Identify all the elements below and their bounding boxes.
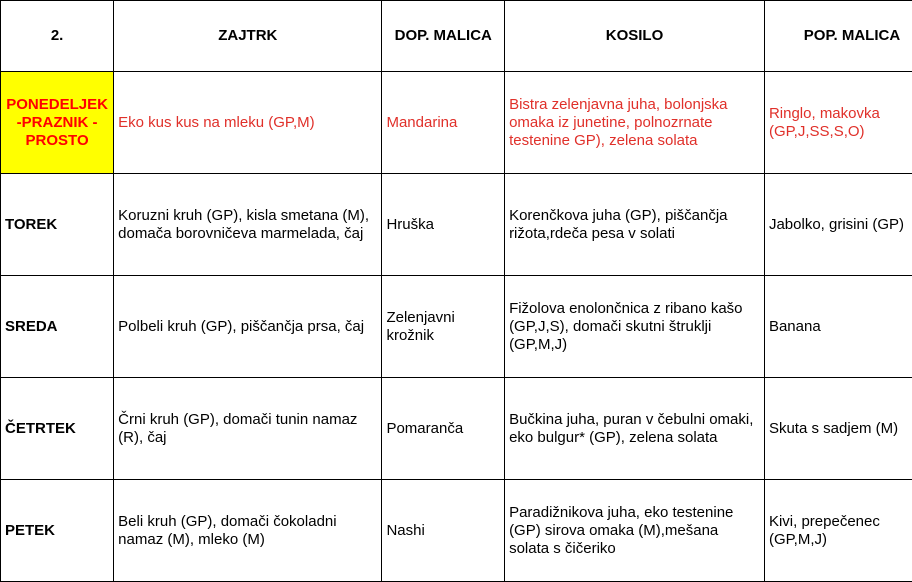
table-row-wednesday [1,276,912,378]
header-breakfast: ZAJTRK [114,1,382,72]
header-week: 2. [1,1,114,72]
breakfast-cell: Koruzni kruh (GP), kisla smetana (M), domača borovničeva marmelada, čaj [114,174,382,276]
morning-snack-cell: Zelenjavni krožnik [382,276,505,378]
header-morning-snack: DOP. MALICA [382,1,505,72]
table-row-tuesday [1,174,912,276]
afternoon-snack-cell: Skuta s sadjem (M) [764,378,912,480]
day-label: ČETRTEK [1,378,114,480]
afternoon-snack-cell: Ringlo, makovka (GP,J,SS,S,O) [764,72,912,174]
breakfast-cell: Črni kruh (GP), domači tunin namaz (R), čaj [114,378,382,480]
lunch-cell: Korenčkova juha (GP), piščančja rižota,rdeča pesa v solati [505,174,765,276]
breakfast-cell: Beli kruh (GP), domači čokoladni namaz (M), mleko (M) [114,480,382,582]
afternoon-snack-cell: Jabolko, grisini (GP) [764,174,912,276]
afternoon-snack-cell: Banana [764,276,912,378]
lunch-cell: Bučkina juha, puran v čebulni omaki, eko bulgur* (GP), zelena solata [505,378,765,480]
day-label: SREDA [1,276,114,378]
breakfast-cell: Eko kus kus na mleku (GP,M) [114,72,382,174]
afternoon-snack-cell: Kivi, prepečenec (GP,M,J) [764,480,912,582]
table-row-thursday [1,378,912,480]
lunch-cell: Fižolova enolončnica z ribano kašo (GP,J,S), domači skutni štruklji (GP,M,J) [505,276,765,378]
header-afternoon-snack: POP. MALICA [764,1,912,72]
morning-snack-cell: Mandarina [382,72,505,174]
morning-snack-cell: Pomaranča [382,378,505,480]
day-label: TOREK [1,174,114,276]
header-lunch: KOSILO [505,1,765,72]
lunch-cell: Bistra zelenjavna juha, bolonjska omaka iz junetine, polnozrnate testenine GP), zelena solata [505,72,765,174]
morning-snack-cell: Hruška [382,174,505,276]
header-row [1,1,912,72]
day-label: PONEDELJEK -PRAZNIK - PROSTO [1,72,114,174]
table-row-monday [1,72,912,174]
morning-snack-cell: Nashi [382,480,505,582]
lunch-cell: Paradižnikova juha, eko testenine (GP) sirova omaka (M),mešana solata s čičeriko [505,480,765,582]
breakfast-cell: Polbeli kruh (GP), piščančja prsa, čaj [114,276,382,378]
day-label: PETEK [1,480,114,582]
table-row-friday [1,480,912,582]
